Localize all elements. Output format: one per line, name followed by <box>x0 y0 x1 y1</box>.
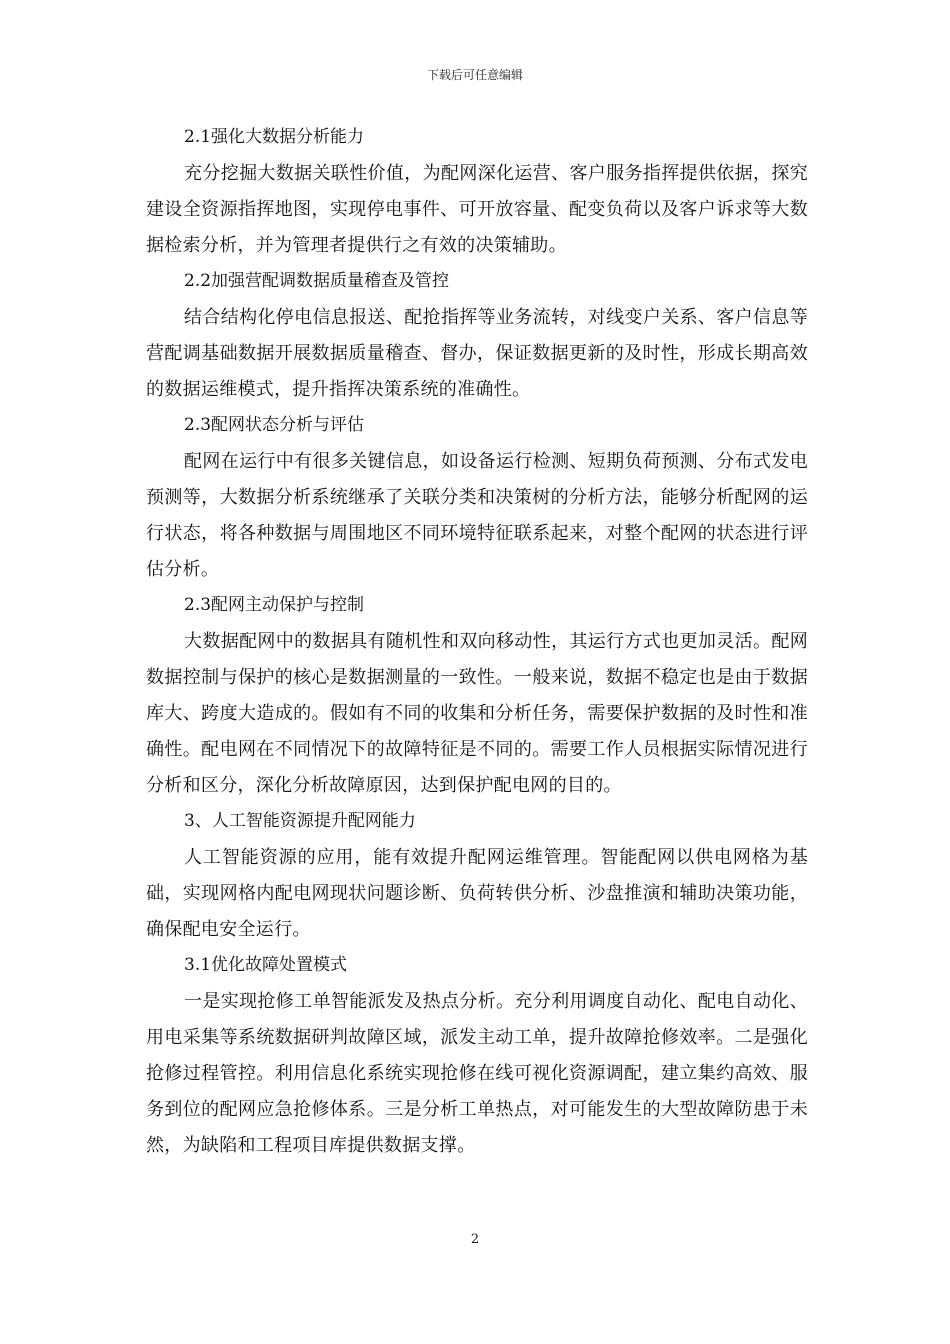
section-heading: 2.3配网主动保护与控制 <box>184 595 365 615</box>
section <box>146 588 808 804</box>
section <box>146 408 808 588</box>
page-number: 2 <box>470 1232 480 1247</box>
section-paragraph: 充分挖掘大数据关联性价值，为配网深化运营、客户服务指挥提供依据，探究建设全资源指挥地图，实现停电事件、可开放容量、配变负荷以及客户诉求等大数据检索分析，并为管理者提供行之有效的决策辅助。 <box>146 163 808 256</box>
section <box>146 948 808 1164</box>
section-heading: 2.2加强营配调数据质量稽查及管控 <box>184 271 450 291</box>
section-paragraph: 大数据配网中的数据具有随机性和双向移动性，其运行方式也更加灵活。配网数据控制与保护的核心是数据测量的一致性。一般来说，数据不稳定也是由于数据库大、跨度大造成的。假如有不同的收集和分析任务，需要保护数据的及时性和准确性。配电网在不同情况下的故障特征是不同的。需要工作人员根据实际情况进行分析和区分，深化分析故障原因，达到保护配电网的目的。 <box>146 631 808 796</box>
document-body <box>146 120 808 1164</box>
section-heading: 2.1强化大数据分析能力 <box>184 127 365 147</box>
section-heading: 3.1优化故障处置模式 <box>184 955 348 975</box>
section <box>146 264 808 408</box>
section-paragraph: 结合结构化停电信息报送、配抢指挥等业务流转，对线变户关系、客户信息等营配调基础数据开展数据质量稽查、督办，保证数据更新的及时性，形成长期高效的数据运维模式，提升指挥决策系统的准确性。 <box>146 307 808 400</box>
section-heading: 2.3配网状态分析与评估 <box>184 415 365 435</box>
section-paragraph: 配网在运行中有很多关键信息，如设备运行检测、短期负荷预测、分布式发电预测等，大数据分析系统继承了关联分类和决策树的分析方法，能够分析配网的运行状态，将各种数据与周围地区不同环境特征联系起来，对整个配网的状态进行评估分析。 <box>146 451 808 580</box>
section-heading: 3、人工智能资源提升配网能力 <box>184 811 416 831</box>
section <box>146 804 808 948</box>
section <box>146 120 808 264</box>
header-note: 下载后可任意编辑 <box>426 68 523 82</box>
section-paragraph: 一是实现抢修工单智能派发及热点分析。充分利用调度自动化、配电自动化、用电采集等系统数据研判故障区域，派发主动工单，提升故障抢修效率。二是强化抢修过程管控。利用信息化系统实现抢修在线可视化资源调配，建立集约高效、服务到位的配网应急抢修体系。三是分析工单热点，对可能发生的大型故障防患于未然，为缺陷和工程项目库提供数据支撑。 <box>146 991 808 1156</box>
section-paragraph: 人工智能资源的应用，能有效提升配网运维管理。智能配网以供电网格为基础，实现网格内配电网现状问题诊断、负荷转供分析、沙盘推演和辅助决策功能，确保配电安全运行。 <box>146 847 808 940</box>
